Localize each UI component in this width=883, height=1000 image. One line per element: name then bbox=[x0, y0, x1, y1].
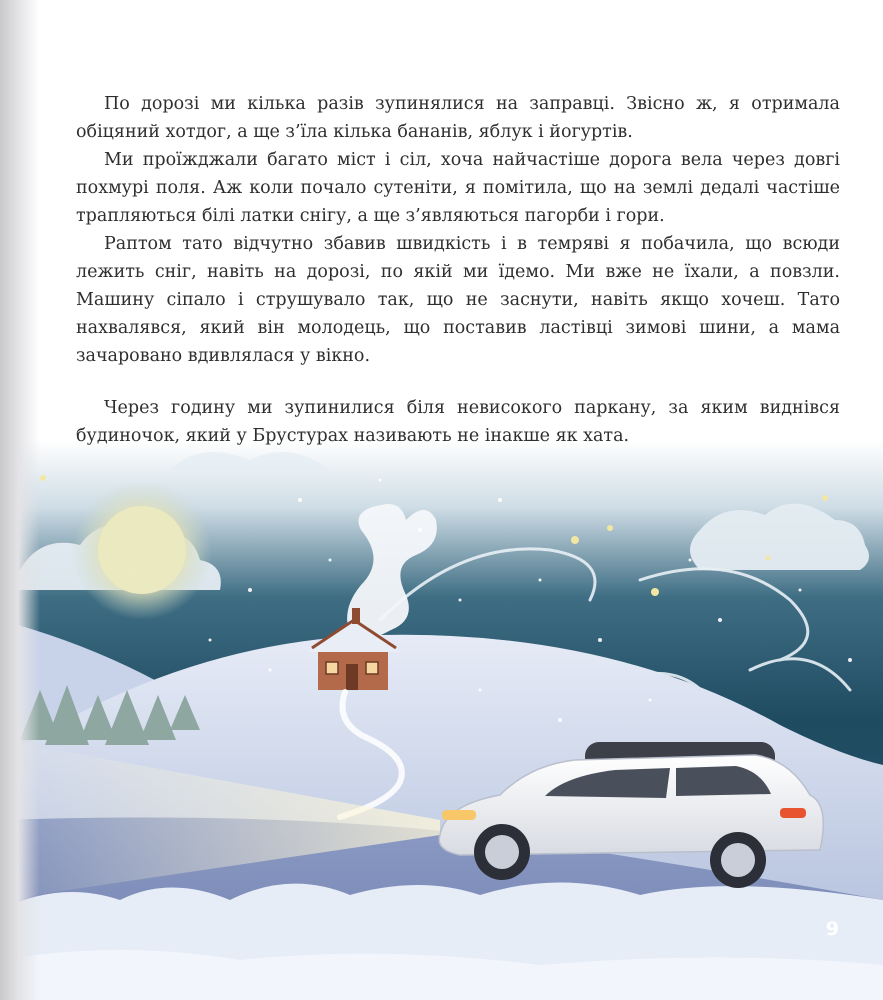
paragraph-1: По дорозі ми кілька разів зупинялися на заправці. Звісно ж, я отримала обіцяний хотдог, а ще з’їла кілька бананів, яблук і йогуртів. bbox=[76, 94, 840, 142]
page-spine-shadow bbox=[0, 0, 40, 1000]
paragraph-3: Раптом тато відчутно збавив швидкість і в темряві я побачила, що всюди лежить сніг, навіть на дорозі, по якій ми їдемо. Ми вже не їхали, а повзли. Машину сіпало і струшувало так, що не заснути, навіть якщо хочеш. Тато нахвалявся, який він молодець, що поставив ластівці зимові шини, а мама зачаровано вдивлялася у вікно. bbox=[76, 234, 840, 366]
paragraph-2: Ми проїжджали багато міст і сіл, хоча найчастіше дорога вела через довгі похмурі поля. Аж коли почало сутеніти, я помітила, що на землі дедалі частіше трапляються білі латки снігу, а ще з’являються пагорби і гори. bbox=[76, 150, 840, 226]
rear-wheel bbox=[710, 832, 766, 888]
front-wheel bbox=[474, 824, 530, 880]
story-text bbox=[76, 90, 840, 450]
moon-icon bbox=[72, 480, 212, 620]
winter-night-illustration bbox=[0, 440, 883, 1000]
page-number: 9 bbox=[825, 918, 839, 940]
paragraph-4: Через годину ми зупинилися біля невисокого паркану, за яким виднівся будиночок, який у Брустурах називають не інакше як хата. bbox=[76, 398, 840, 446]
